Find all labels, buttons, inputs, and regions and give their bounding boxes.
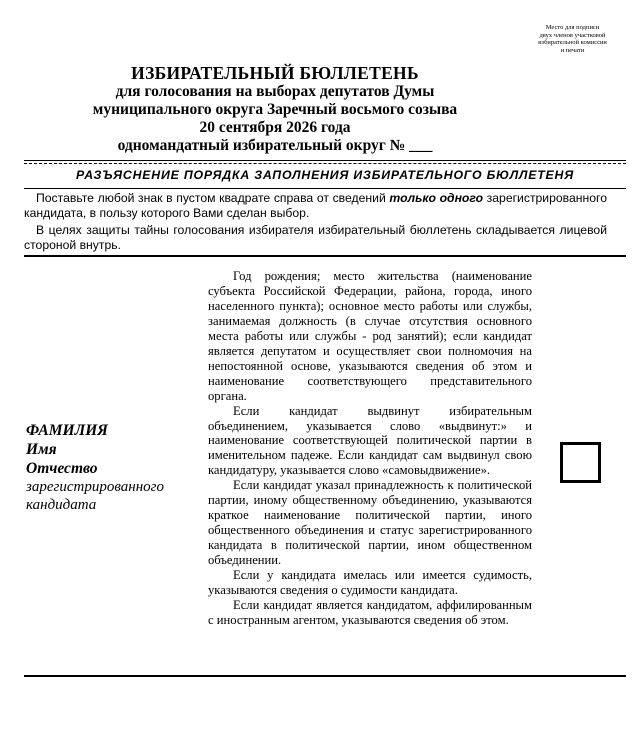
instruction-mark — [24, 191, 607, 221]
candidate-bottom-rule — [24, 675, 626, 677]
instruction-secrecy-text: В целях защиты тайны голосования избирателя избирательный бюллетень складывается лицевой стороной внутрь. — [24, 223, 607, 252]
candidate-surname: ФАМИЛИЯ — [26, 422, 108, 439]
instruction-secrecy — [24, 223, 607, 253]
ballot-district: одномандатный избирательный округ № ___ — [117, 137, 433, 154]
candidate-name-block — [26, 421, 186, 514]
candidate-patronymic: Отчество — [26, 460, 98, 477]
ballot-subtitle-line2: муниципального округа Заречный восьмого созыва — [92, 101, 458, 118]
signature-note-line: Место для подписи — [545, 24, 600, 31]
explanation-title: РАЗЪЯСНЕНИЕ ПОРЯДКА ЗАПОЛНЕНИЯ ИЗБИРАТЕЛЬНОГО БЮЛЛЕТЕНЯ — [76, 168, 574, 182]
candidate-details-paragraph: Если кандидат выдвинут избирательным объединением, указывается слово «выдвинут:» и наименование соответствующей политической партии в именительном падеже. Если кандидат сам выдвинул свою кандидатуру, указывается слово «самовыдвижение». — [208, 403, 532, 478]
candidate-details-paragraph: Если кандидат является кандидатом, аффилированным с иностранным агентом, указываются сведения об этом. — [208, 597, 532, 627]
candidate-details-paragraph: Если кандидат указал принадлежность к политической партии, иному общественному объединению, указываются краткое наименование политической партии, иного общественного объединения и статус зарегистрированного кандидата в политической партии, ином общественном объединении. — [208, 478, 532, 568]
ballot-title: ИЗБИРАТЕЛЬНЫЙ БЮЛЛЕТЕНЬ — [131, 63, 419, 83]
ballot-header — [60, 63, 490, 155]
header-divider-dashed — [24, 163, 626, 164]
explanation-divider — [24, 188, 626, 189]
instruction-mark-text-end: зарегистрированного кандидата, в пользу которого Вами сделан выбор. — [24, 191, 607, 220]
instruction-emphasis: только одного — [389, 191, 484, 205]
candidate-details — [208, 269, 532, 628]
candidate-details-paragraph: Если у кандидата имелась или имеется судимость, указываются сведения о судимости кандидата. — [208, 568, 532, 598]
candidate-top-rule — [24, 255, 626, 257]
candidate-registered-label: зарегистрированного кандидата — [26, 479, 164, 513]
header-divider — [24, 160, 626, 161]
candidate-details-paragraph: Год рождения; место жительства (наименование субъекта Российской Федерации, района, города, иного населенного пункта); основное место работы или службы, занимаемая должность (в случае отсутствия основного места работы или службы - род занятий); если кандидат является депутатом и осуществляет свои полномочия на непостоянной основе, указываются сведения об этом и наименование соответствующего представительного органа. — [208, 269, 532, 403]
ballot-date: 20 сентября 2026 года — [199, 119, 351, 136]
commission-signature-note — [525, 24, 620, 54]
ballot-subtitle-line1: для голосования на выборах депутатов Думы — [115, 83, 435, 100]
signature-note-line: избирательной комиссии — [538, 39, 607, 47]
signature-note-line: двух членов участковой — [539, 31, 606, 39]
instruction-mark-text: Поставьте любой знак в пустом квадрате справа от сведений — [36, 191, 390, 205]
candidate-name: Имя — [26, 441, 57, 458]
vote-checkbox[interactable] — [560, 442, 601, 483]
signature-note-line: и печати — [560, 46, 585, 54]
